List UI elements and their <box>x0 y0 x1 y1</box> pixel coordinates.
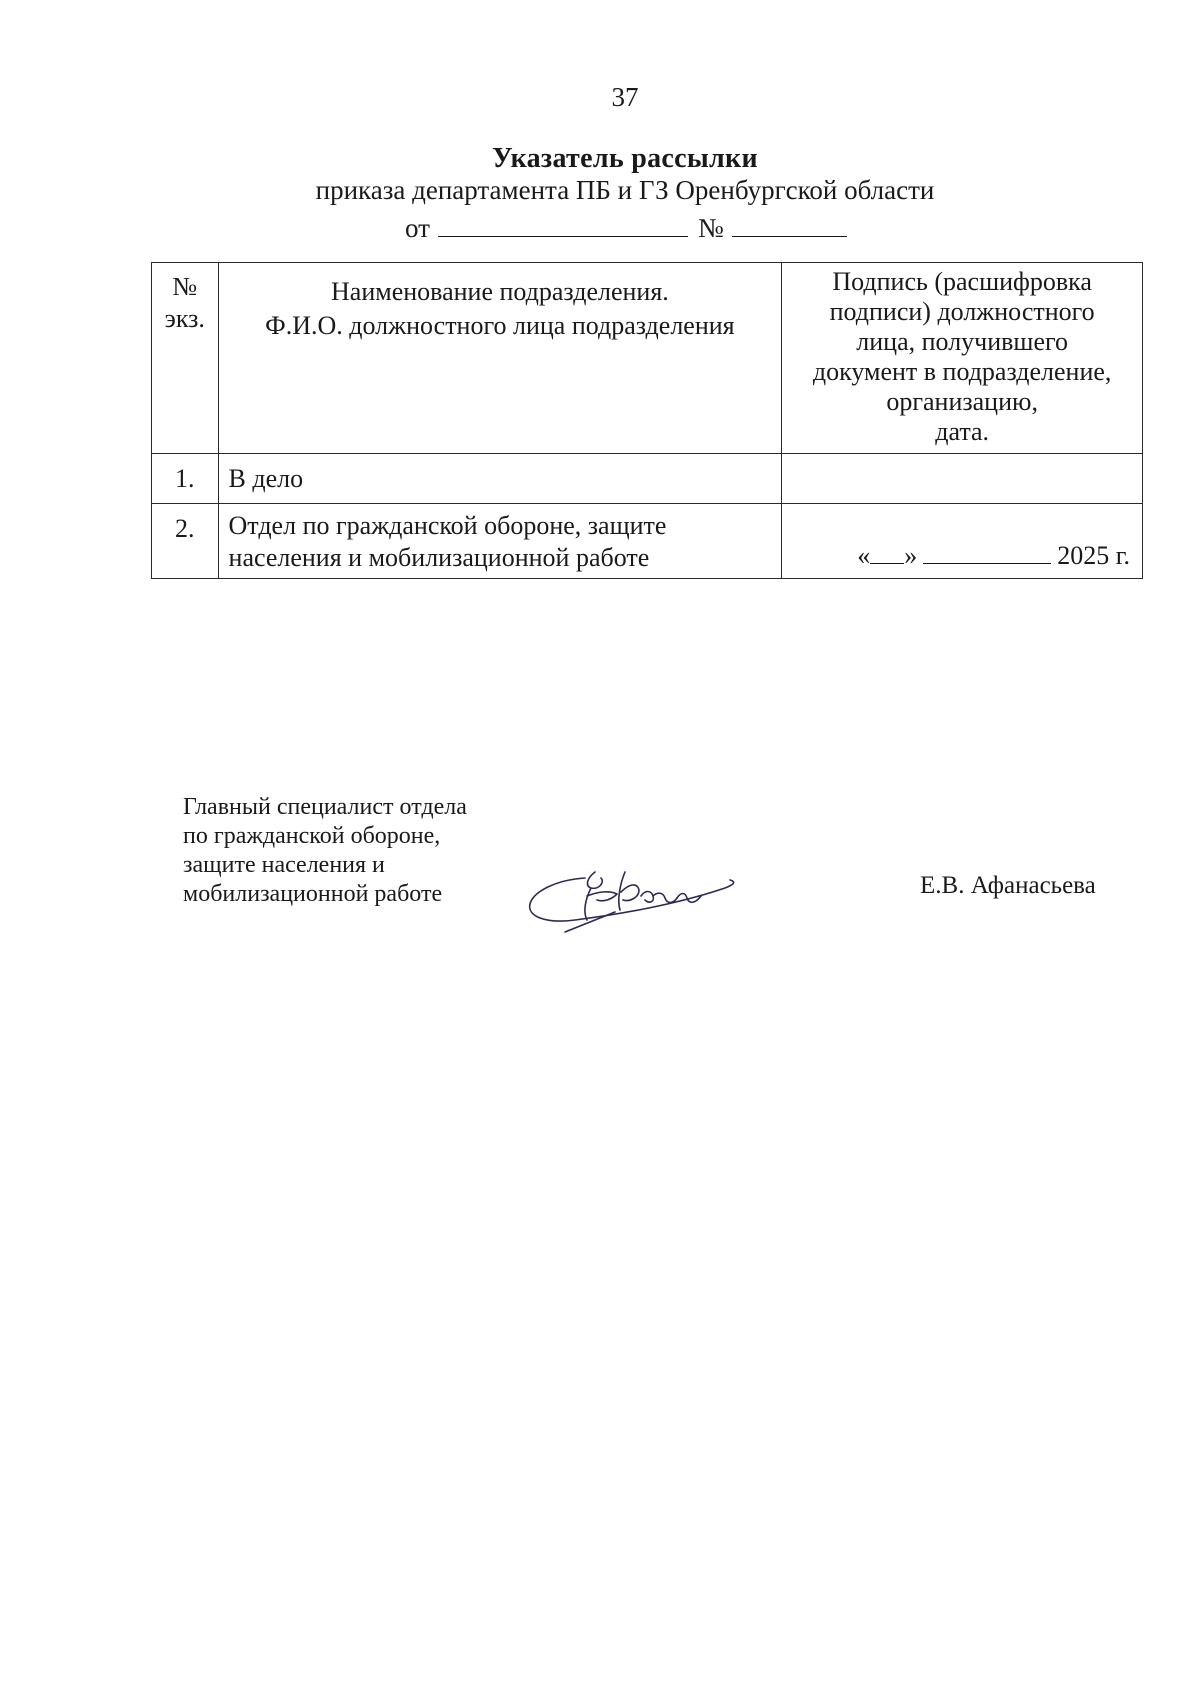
row-sign-cell <box>782 504 1143 579</box>
row-sign-cell <box>782 454 1143 504</box>
page-number: 37 <box>611 82 639 112</box>
date-open-quote: « <box>857 541 871 570</box>
position-line: защите населения и <box>183 852 385 878</box>
header-name-line: Наименование подразделения. <box>331 277 669 306</box>
date-number-line <box>405 213 847 244</box>
handwritten-signature <box>525 860 745 940</box>
header-sign-line: дата. <box>935 417 990 446</box>
position-line: мобилизационной работе <box>183 881 443 907</box>
header-sign-line: организацию, <box>886 387 1038 416</box>
row-num-cell: 2. <box>152 504 219 579</box>
date-prefix: от <box>405 213 430 243</box>
distribution-table <box>151 262 1143 579</box>
header-num-line: № <box>172 272 198 301</box>
header-num-line: экз. <box>164 304 205 333</box>
header-name-line: Ф.И.О. должностного лица подразделения <box>265 311 735 340</box>
signer-position <box>183 793 467 909</box>
header-sign-line: лица, получившего <box>856 327 1069 356</box>
row-name-cell <box>218 504 782 579</box>
row-name-cell: В дело <box>218 454 782 504</box>
table-row <box>152 454 1143 504</box>
header-sign-line: документ в подразделение, <box>812 357 1112 386</box>
header-cell-name <box>218 263 782 454</box>
header-sign-line: Подпись (расшифровка <box>832 267 1092 296</box>
day-blank <box>870 543 904 564</box>
date-year: 2025 г. <box>1057 541 1130 570</box>
row-name-line: Отдел по гражданской обороне, защите <box>228 511 667 540</box>
document-subtitle: приказа департамента ПБ и ГЗ Оренбургской области <box>315 175 935 205</box>
header-sign-line: подписи) должностного <box>829 297 1095 326</box>
header-cell-signature <box>782 263 1143 454</box>
month-blank <box>923 543 1051 564</box>
number-prefix: № <box>697 213 724 243</box>
table-row <box>152 504 1143 579</box>
document-title: Указатель рассылки <box>492 143 758 174</box>
number-blank <box>732 214 847 237</box>
row-num-cell: 1. <box>152 454 219 504</box>
position-line: Главный специалист отдела <box>183 794 467 820</box>
signer-name: Е.В. Афанасьева <box>920 872 1096 899</box>
date-close-quote: » <box>904 541 918 570</box>
header-cell-num <box>152 263 219 454</box>
row-name-line: населения и мобилизационной работе <box>228 543 650 572</box>
table-header-row <box>152 263 1143 454</box>
date-blank <box>438 214 688 237</box>
position-line: по гражданской обороне, <box>183 823 441 849</box>
